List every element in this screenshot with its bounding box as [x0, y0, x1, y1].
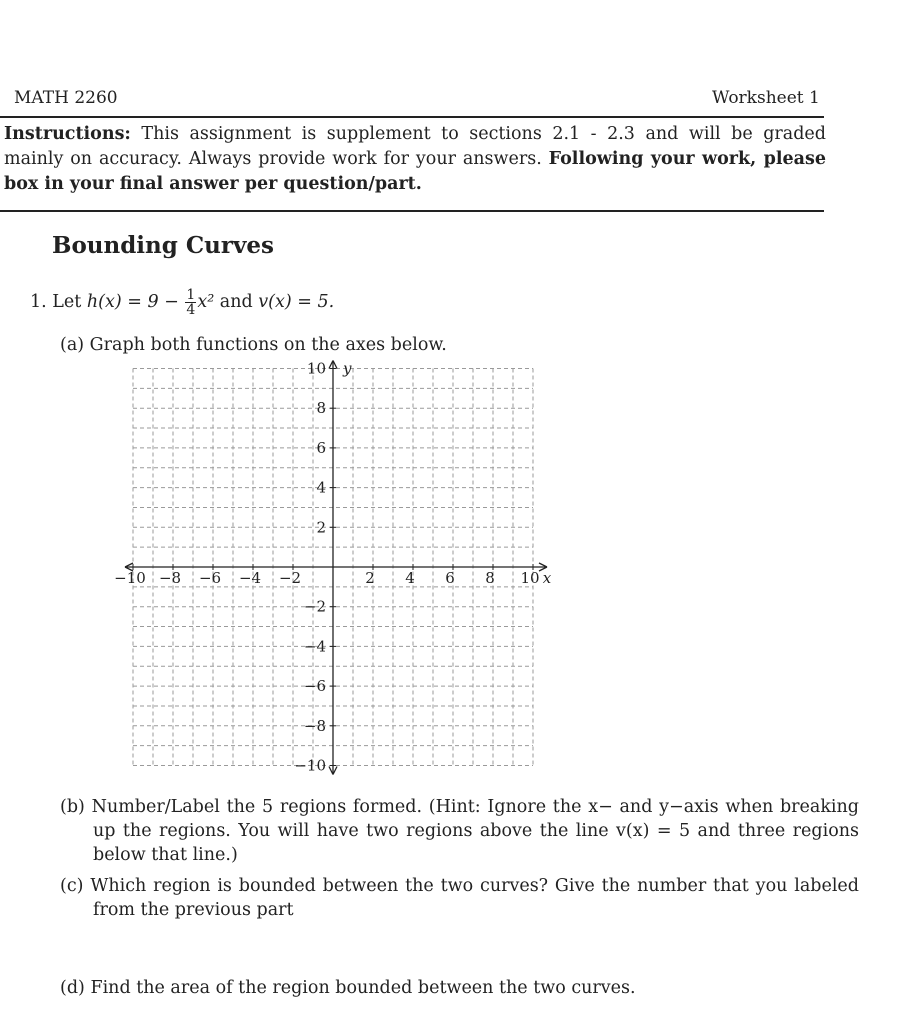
y-tick-label: 8: [316, 399, 326, 418]
part-c: [60, 874, 859, 922]
h-definition: h(x) = 9 −: [86, 292, 179, 312]
x-tick-label: 2: [365, 569, 375, 587]
part-a-text: Graph both functions on the axes below.: [89, 335, 447, 355]
instructions-text: This assignment is supplement to sections 2.1 - 2.3 and will be graded mainly on accuracy. Always provide work for your answers.: [4, 124, 826, 169]
part-d: [60, 976, 636, 1000]
part-a-label: (a): [60, 335, 85, 355]
y-tick-label: 10: [306, 359, 326, 378]
x-axis-label: x: [542, 569, 552, 587]
y-tick-label: −10: [294, 756, 326, 775]
course-code: MATH 2260: [14, 88, 118, 108]
part-b: [60, 795, 859, 867]
question-number: 1.: [30, 292, 47, 312]
v-definition: v(x) = 5.: [258, 292, 335, 312]
part-b-label: (b): [60, 797, 85, 817]
part-c-label: (c): [60, 876, 84, 896]
y-tick-label: 2: [316, 518, 326, 537]
x-tick-label: 4: [405, 569, 415, 587]
instructions-label: Instructions:: [4, 124, 131, 144]
y-tick-label: −8: [303, 716, 326, 735]
question-let: Let: [52, 292, 82, 312]
x-tick-label: 10: [520, 569, 540, 587]
x-tick-label: −6: [198, 569, 222, 587]
x-tick-label: 6: [445, 569, 455, 587]
h-tail: x²: [197, 292, 215, 312]
part-d-label: (d): [60, 978, 85, 998]
y-tick-label: −2: [303, 597, 326, 616]
instructions-bold: Following your work, please box in your final answer per question/part.: [4, 149, 826, 194]
part-b-text: Number/Label the 5 regions formed. (Hint: Ignore the x− and y−axis when breaking up the regions. You will have two regions above the line v(x) = 5 and three regions below that line.): [91, 797, 859, 865]
x-tick-label: −8: [158, 569, 182, 587]
worksheet-title: Worksheet 1: [712, 88, 820, 108]
question-and: and: [219, 292, 253, 312]
fraction-denominator: 4: [186, 302, 196, 318]
y-tick-label: 6: [316, 438, 326, 457]
axes: [125, 361, 547, 775]
x-tick-label: −4: [238, 569, 262, 587]
x-tick-label: 8: [485, 569, 495, 587]
y-tick-label: −6: [303, 677, 326, 696]
y-tick-label: 4: [316, 478, 326, 497]
part-c-text: Which region is bounded between the two curves? Give the number that you labeled from the previous part: [90, 876, 859, 920]
y-axis-label: y: [343, 359, 352, 378]
y-tick-label: −4: [303, 637, 326, 656]
x-tick-label: −10: [114, 569, 146, 587]
part-d-text: Find the area of the region bounded between the two curves.: [90, 978, 636, 998]
section-title: Bounding Curves: [52, 232, 274, 259]
fraction-numerator: 1: [186, 287, 196, 303]
x-tick-label: −2: [278, 569, 302, 587]
